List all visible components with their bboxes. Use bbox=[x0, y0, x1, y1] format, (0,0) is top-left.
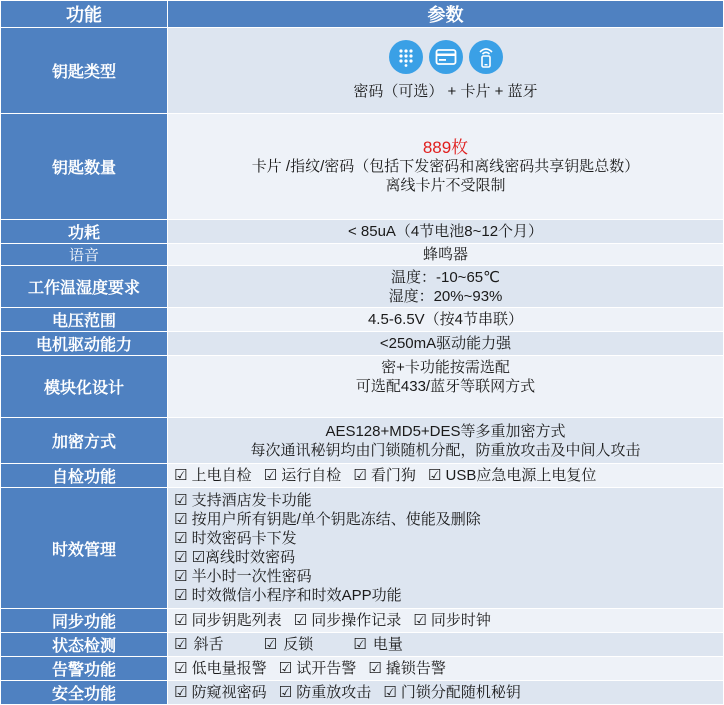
row-value: 4.5-6.5V（按4节串联） bbox=[168, 308, 724, 332]
row-label: 电机驱动能力 bbox=[1, 332, 168, 356]
row-value bbox=[168, 609, 724, 633]
checklist-item: ☑ 半小时一次性密码 bbox=[174, 568, 312, 585]
modular-line2: 可选配433/蓝牙等联网方式 bbox=[355, 378, 536, 395]
checklist-item: ☑ ☑离线时效密码 bbox=[174, 549, 296, 566]
key-type-icons bbox=[168, 40, 723, 74]
key-type-text: 密码（可选） + 卡片 + 蓝牙 bbox=[353, 83, 538, 100]
card-icon bbox=[429, 40, 463, 74]
row-value bbox=[168, 633, 724, 657]
row-value: < 85uA（4节电池8~12个月） bbox=[168, 220, 724, 244]
checklist-item: ☑ 时效微信小程序和时效APP功能 bbox=[174, 587, 402, 604]
row-timing bbox=[1, 488, 724, 609]
row-label: 时效管理 bbox=[1, 488, 168, 609]
checklist-item: ☑ 同步时钟 bbox=[413, 612, 491, 629]
checklist-item: ☑ 上电自检 bbox=[174, 467, 252, 484]
header-params: 参数 bbox=[168, 1, 724, 28]
row-label: 功耗 bbox=[1, 220, 168, 244]
checklist-item: ☑ 门锁分配随机秘钥 bbox=[383, 684, 521, 701]
row-modular bbox=[1, 356, 724, 418]
row-key-type bbox=[1, 28, 724, 114]
key-count-line1: 卡片 /指纹/密码（包括下发密码和离线密码共享钥匙总数） bbox=[251, 158, 640, 175]
row-key-count bbox=[1, 114, 724, 220]
row-status bbox=[1, 633, 724, 657]
row-value: <250mA驱动能力强 bbox=[168, 332, 724, 356]
row-value bbox=[168, 488, 724, 609]
bluetooth-phone-icon bbox=[469, 40, 503, 74]
row-value bbox=[168, 657, 724, 681]
checklist-item: ☑ 斜舌 bbox=[174, 636, 224, 653]
checklist-item: ☑ 同步钥匙列表 bbox=[174, 612, 282, 629]
key-count-highlight: 889枚 bbox=[422, 138, 469, 157]
header-function: 功能 bbox=[1, 1, 168, 28]
row-power bbox=[1, 220, 724, 244]
row-label: 钥匙类型 bbox=[1, 28, 168, 114]
row-label: 电压范围 bbox=[1, 308, 168, 332]
row-label: 同步功能 bbox=[1, 609, 168, 633]
checklist-item: ☑ USB应急电源上电复位 bbox=[427, 467, 597, 484]
row-label: 工作温湿度要求 bbox=[1, 266, 168, 308]
encryption-line2: 每次通讯秘钥均由门锁随机分配，防重放攻击及中间人攻击 bbox=[250, 441, 641, 459]
checklist-item: ☑ 防重放攻击 bbox=[278, 684, 372, 701]
row-voltage bbox=[1, 308, 724, 332]
row-label: 钥匙数量 bbox=[1, 114, 168, 220]
checklist-item: ☑ 试开告警 bbox=[278, 660, 357, 677]
keypad-icon bbox=[389, 40, 423, 74]
humidity: 湿度：20%~93% bbox=[388, 287, 503, 305]
checklist-item: ☑ 看门狗 bbox=[353, 467, 416, 484]
row-sync bbox=[1, 609, 724, 633]
checklist-item: ☑ 低电量报警 bbox=[174, 660, 267, 677]
row-value bbox=[168, 28, 724, 114]
row-value bbox=[168, 356, 724, 418]
row-voice bbox=[1, 244, 724, 266]
row-encryption bbox=[1, 418, 724, 464]
row-label: 模块化设计 bbox=[1, 356, 168, 418]
checklist-item: ☑ 撬锁告警 bbox=[368, 660, 446, 677]
checklist-item: ☑ 时效密码卡下发 bbox=[174, 530, 297, 547]
row-selfcheck bbox=[1, 464, 724, 488]
row-value bbox=[168, 681, 724, 705]
checklist-item: ☑ 同步操作记录 bbox=[293, 612, 402, 629]
checklist-item: ☑ 运行自检 bbox=[263, 467, 342, 484]
temperature: 温度：-10~65℃ bbox=[391, 268, 500, 286]
row-label: 语音 bbox=[1, 244, 168, 266]
row-label: 自检功能 bbox=[1, 464, 168, 488]
row-alarm bbox=[1, 657, 724, 681]
checklist-item: ☑ 按用户所有钥匙/单个钥匙冻结、使能及删除 bbox=[174, 511, 481, 528]
row-security bbox=[1, 681, 724, 705]
row-label: 加密方式 bbox=[1, 418, 168, 464]
checklist-item: ☑ 反锁 bbox=[263, 636, 314, 653]
row-label: 状态检测 bbox=[1, 633, 168, 657]
row-label: 安全功能 bbox=[1, 681, 168, 705]
row-value bbox=[168, 464, 724, 488]
row-value bbox=[168, 114, 724, 220]
row-value bbox=[168, 266, 724, 308]
row-motor bbox=[1, 332, 724, 356]
row-label: 告警功能 bbox=[1, 657, 168, 681]
key-count-line2: 离线卡片不受限制 bbox=[385, 177, 506, 194]
row-environment bbox=[1, 266, 724, 308]
row-value bbox=[168, 418, 724, 464]
table-header bbox=[1, 1, 724, 28]
encryption-line1: AES128+MD5+DES等多重加密方式 bbox=[325, 422, 566, 440]
checklist-item: ☑ 防窥视密码 bbox=[174, 684, 267, 701]
modular-line1: 密+卡功能按需选配 bbox=[381, 359, 510, 376]
row-value: 蜂鸣器 bbox=[168, 244, 724, 266]
checklist-item: ☑ 电量 bbox=[353, 636, 403, 653]
checklist-item: ☑ 支持酒店发卡功能 bbox=[174, 492, 312, 509]
